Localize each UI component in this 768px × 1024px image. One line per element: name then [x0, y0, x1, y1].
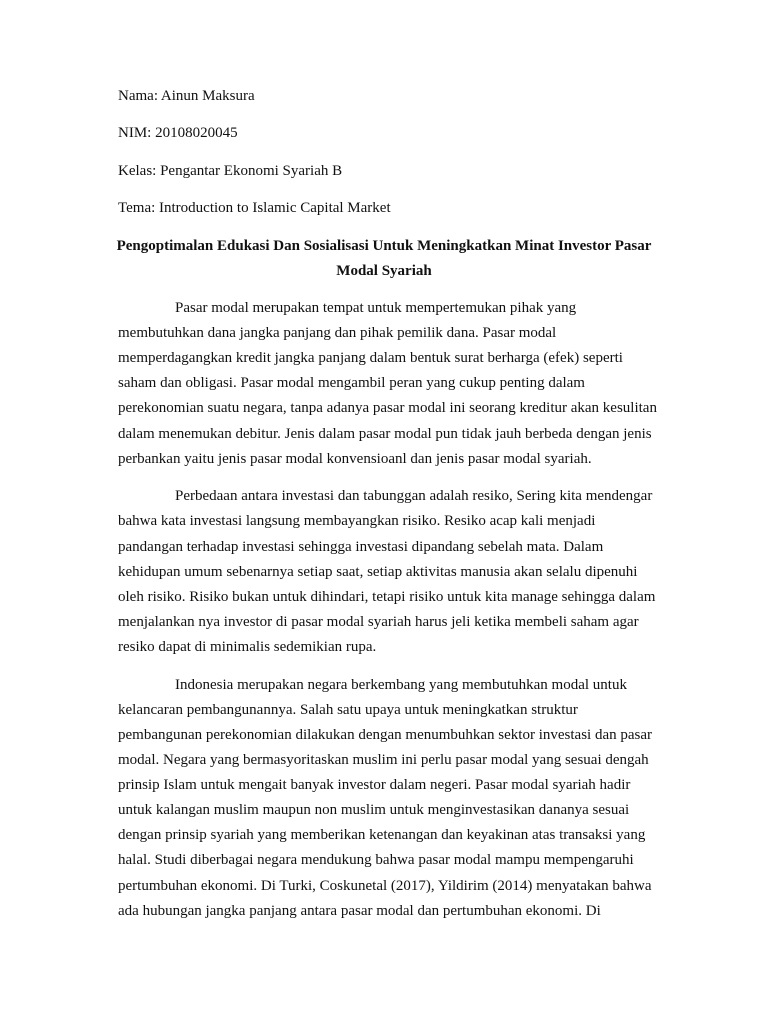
paragraph-2-line: oleh risiko. Risiko bukan untuk dihindari, tetapi risiko untuk kita manage sehingga dalam [118, 589, 656, 605]
paragraph-3-line: ada hubungan jangka panjang antara pasar modal dan pertumbuhan ekonomi. Di [118, 903, 601, 919]
document-title-line-1: Pengoptimalan Edukasi Dan Sosialisasi Untuk Meningkatkan Minat Investor Pasar [116, 238, 652, 254]
paragraph-2-line: resiko dapat di minimalis sedemikian rupa. [118, 639, 377, 655]
student-nim: NIM: 20108020045 [118, 125, 238, 141]
paragraph-2-line: kehidupan umum sebenarnya setiap saat, setiap aktivitas manusia akan selalu dipenuhi [118, 564, 638, 580]
paragraph-3-line: kelancaran pembangunannya. Salah satu upaya untuk meningkatkan struktur [118, 702, 578, 718]
paragraph-3-line: halal. Studi diberbagai negara mendukung bahwa pasar modal mampu mempengaruhi [118, 852, 634, 868]
class-name: Kelas: Pengantar Ekonomi Syariah B [118, 163, 343, 179]
paragraph-2-line: pandangan terhadap investasi sehingga investasi dipandang sebelah mata. Dalam [118, 539, 604, 555]
paragraph-3-line: prinsip Islam untuk mengait banyak investor dalam negeri. Pasar modal syariah hadir [118, 777, 631, 793]
paragraph-1-line: perekonomian suatu negara, tanpa adanya pasar modal ini seorang kreditur akan kesulitan [118, 400, 657, 416]
paragraph-3-line: untuk kalangan muslim maupun non muslim untuk menginvestasikan dananya sesuai [118, 802, 630, 818]
student-name: Nama: Ainun Maksura [118, 88, 255, 104]
document-title-line-2: Modal Syariah [336, 263, 432, 279]
paragraph-2-line: bahwa kata investasi langsung membayangkan risiko. Resiko acap kali menjadi [118, 513, 596, 529]
paragraph-3-line: dengan prinsip syariah yang memberikan ketenangan dan keyakinan atas transaksi yang [118, 827, 646, 843]
paragraph-3-line: Indonesia merupakan negara berkembang yang membutuhkan modal untuk [175, 677, 627, 693]
paragraph-3-line: pertumbuhan ekonomi. Di Turki, Coskunetal (2017), Yildirim (2014) menyatakan bahwa [118, 878, 652, 894]
paragraph-3-line: pembangunan perekonomian dilakukan dengan menumbuhkan sektor investasi dan pasar [118, 727, 653, 743]
paragraph-1-line: saham dan obligasi. Pasar modal mengambil peran yang cukup penting dalam [118, 375, 585, 391]
paragraph-1-line: dalam menemukan debitur. Jenis dalam pasar modal pun tidak jauh berbeda dengan jenis [118, 426, 652, 442]
paragraph-1-line: perbankan yaitu jenis pasar modal konvensioanl dan jenis pasar modal syariah. [118, 451, 592, 467]
paragraph-2-line: Perbedaan antara investasi dan tabunggan adalah resiko, Sering kita mendengar [175, 488, 653, 504]
topic: Tema: Introduction to Islamic Capital Market [118, 200, 391, 216]
paragraph-1-line: Pasar modal merupakan tempat untuk mempertemukan pihak yang [175, 300, 577, 316]
paragraph-1-line: memperdagangkan kredit jangka panjang dalam bentuk surat berharga (efek) seperti [118, 350, 623, 366]
paragraph-3-line: modal. Negara yang bermasyoritaskan muslim ini perlu pasar modal yang sesuai dengah [118, 752, 649, 768]
paragraph-1-line: membutuhkan dana jangka panjang dan pihak pemilik dana. Pasar modal [118, 325, 557, 341]
paragraph-2-line: menjalankan nya investor di pasar modal syariah harus jeli ketika membeli saham agar [118, 614, 639, 630]
